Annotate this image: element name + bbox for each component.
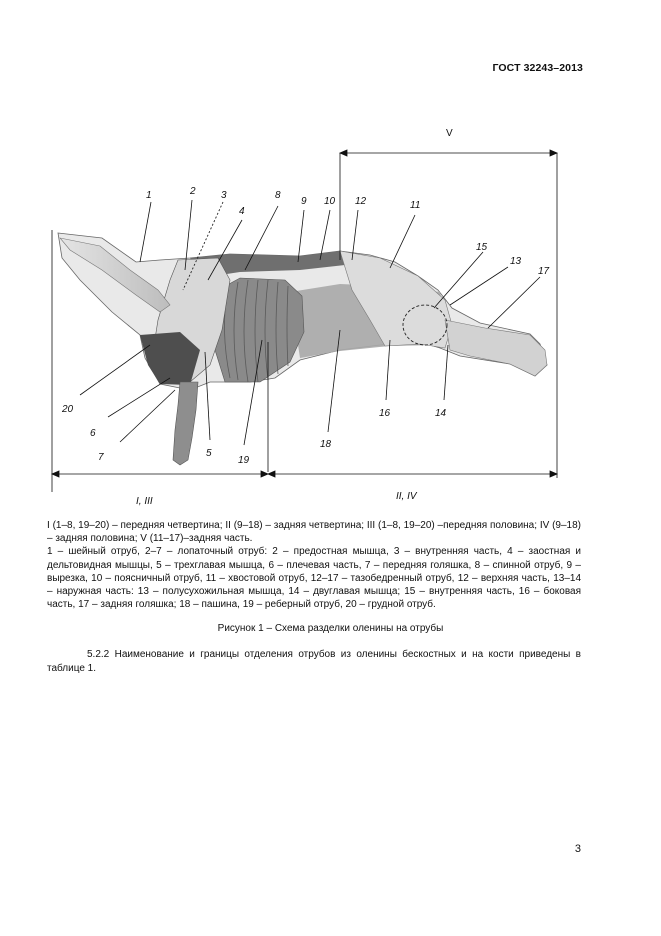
carcass-diagram-svg	[40, 120, 620, 515]
part-label-14: 14	[435, 408, 447, 419]
body-paragraph: 5.2.2 Наименование и границы отделения отрубов из оленины бескостных и на кости приведены в таблице 1.	[47, 649, 581, 674]
part-label-4: 4	[239, 206, 245, 217]
segment-label-v: V	[446, 128, 453, 139]
segment-label-rear: II, IV	[396, 491, 417, 502]
fore-leg	[173, 382, 198, 465]
standard-header: ГОСТ 32243–2013	[492, 62, 583, 74]
part-label-20: 20	[62, 404, 74, 415]
part-label-10: 10	[324, 196, 336, 207]
part-label-18: 18	[320, 439, 332, 450]
legend-cuts: 1 – шейный отруб, 2–7 – лопаточный отруб: 2 – предостная мышца, 3 – внутренняя часть, 4 – заостная и дельтовидная мышцы, 5 – трехглавая мышца, 6 – плечевая часть, 7 – передняя голяшка, 8 – спинной отруб, 9 – вырезка, 10 – поясничный отруб, 11 – хвостовой отруб, 12–17 – тазобедренный отруб, 12 – верхняя часть, 13–14 – наружная часть: 13 – полусухожильная мышца, 14 – двуглавая мышца; 15 – внутренняя часть, 16 – боковая часть, 17 – задняя голяшка; 18 – пашина, 19 – реберный отруб, 20 – грудной отруб.	[47, 546, 581, 611]
part-label-19: 19	[238, 455, 250, 466]
part-label-15: 15	[476, 242, 488, 253]
figure-legend	[47, 519, 581, 611]
segment-label-front: I, III	[136, 496, 153, 507]
part-label-1: 1	[146, 190, 152, 201]
figure-title: Рисунок 1 – Схема разделки оленины на отрубы	[217, 623, 444, 634]
part-label-12: 12	[355, 196, 367, 207]
part-label-16: 16	[379, 408, 391, 419]
part-label-11: 11	[410, 200, 421, 211]
part-label-17: 17	[538, 266, 550, 277]
page-number: 3	[574, 843, 581, 855]
part-label-8: 8	[275, 190, 281, 201]
part-label-2: 2	[190, 186, 196, 197]
part-label-9: 9	[301, 196, 307, 207]
part-label-3: 3	[221, 190, 227, 201]
part-label-7: 7	[98, 452, 104, 463]
part-label-13: 13	[510, 256, 522, 267]
legend-quarters: I (1–8, 19–20) – передняя четвертина; II (9–18) – задняя четвертина; III (1–8, 19–20) –передняя половина; IV (9–18) – задняя половина; V (11–17)–задняя часть.	[47, 520, 581, 545]
part-label-5: 5	[206, 448, 212, 459]
carcass-cut-diagram	[40, 120, 620, 515]
part-label-6: 6	[90, 428, 96, 439]
